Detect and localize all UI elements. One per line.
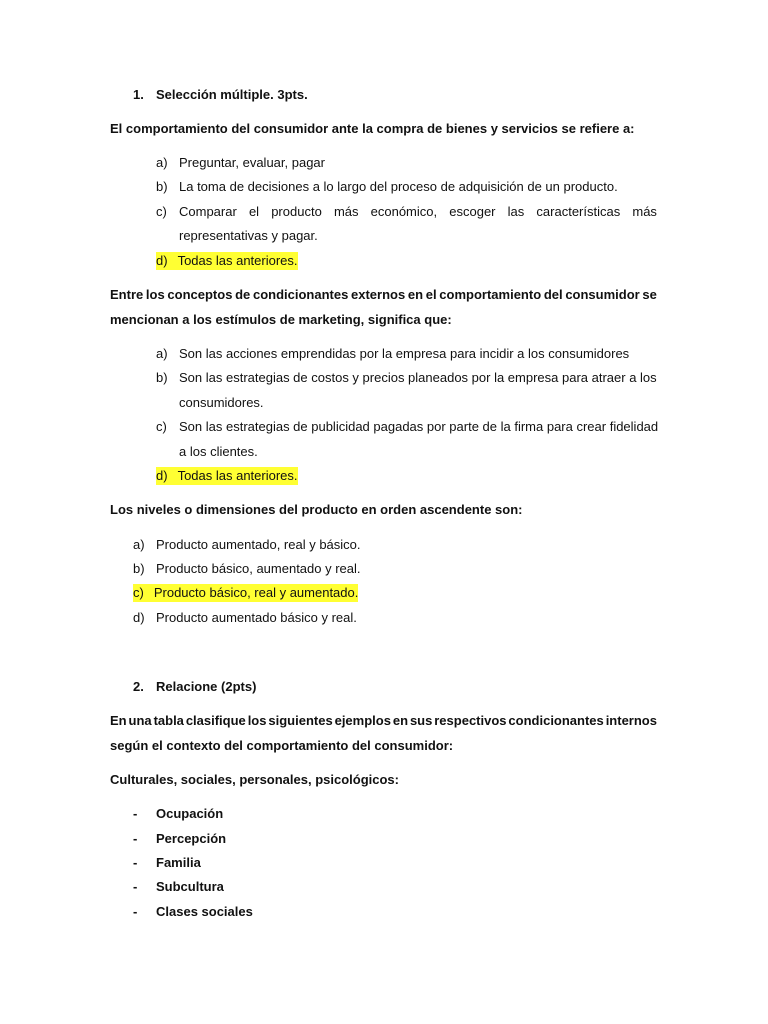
word: sus <box>409 713 433 728</box>
list-item: Percepción <box>156 831 227 846</box>
q2-c-line2: a los clientes. <box>179 444 258 459</box>
section2-title: Relacione (2pts) <box>156 679 257 694</box>
word: más <box>333 204 359 219</box>
q2-prompt-line2: mencionan a los estímulos de marketing, significa que: <box>110 312 452 327</box>
list-bullet: - <box>133 855 138 870</box>
q3-c-text: Producto básico, real y aumentado. <box>153 585 359 600</box>
word: una <box>128 713 152 728</box>
list-bullet: - <box>133 904 138 919</box>
list-item: Clases sociales <box>156 904 253 919</box>
q1-c-label: c) <box>156 204 167 219</box>
q2-a-label: a) <box>156 346 168 361</box>
q1-c-line1 <box>179 203 657 221</box>
word: los <box>145 287 165 302</box>
section2-categories: Culturales, sociales, personales, psicológicos: <box>110 772 399 787</box>
word: Comparar <box>179 204 237 219</box>
q1-d-text: Todas las anteriores. <box>177 253 298 268</box>
word: En <box>110 713 127 728</box>
word: en <box>392 713 409 728</box>
word: el <box>425 287 437 302</box>
word: consumidor <box>565 287 640 302</box>
word: comportamiento <box>439 287 542 302</box>
list-item: Ocupación <box>156 806 224 821</box>
q2-prompt-line1 <box>110 286 657 304</box>
q2-c-label: c) <box>156 419 167 434</box>
word: escoger <box>449 204 496 219</box>
q2-a-text: Son las acciones emprendidas por la empresa para incidir a los consumidores <box>179 346 630 361</box>
section1-title: Selección múltiple. 3pts. <box>156 87 308 102</box>
q2-c-text: Son las estrategias de publicidad pagadas por parte de la firma para crear fidelidad <box>179 419 659 434</box>
word: características <box>536 204 621 219</box>
q2-d-text: Todas las anteriores. <box>177 468 298 483</box>
word: las <box>507 204 525 219</box>
q3-b-text: Producto básico, aumentado y real. <box>156 561 361 576</box>
word: económico, <box>370 204 438 219</box>
q3-b-label: b) <box>133 561 145 576</box>
word: el <box>248 204 260 219</box>
word: en <box>407 287 424 302</box>
word: ejemplos <box>334 713 391 728</box>
section2-instruction-line2: según el contexto del comportamiento del consumidor: <box>110 738 454 753</box>
q1-prompt: El comportamiento del consumidor ante la compra de bienes y servicios se refiere a: <box>110 121 635 136</box>
list-item: Familia <box>156 855 201 870</box>
q1-a-text: Preguntar, evaluar, pagar <box>179 155 325 170</box>
word: conceptos <box>167 287 233 302</box>
word: producto <box>271 204 322 219</box>
word: condicionantes <box>508 713 604 728</box>
list-bullet: - <box>133 806 138 821</box>
word: del <box>543 287 563 302</box>
word: clasifique <box>185 713 246 728</box>
q3-a-label: a) <box>133 537 145 552</box>
word: condicionantes <box>252 287 349 302</box>
word: respectivos <box>434 713 507 728</box>
q3-a-text: Producto aumentado, real y básico. <box>156 537 361 552</box>
word: tabla <box>153 713 184 728</box>
q3-prompt: Los niveles o dimensiones del producto en orden ascendente son: <box>110 502 523 517</box>
q1-a-label: a) <box>156 155 168 170</box>
q2-b-label: b) <box>156 370 168 385</box>
q1-c-line2: representativas y pagar. <box>179 228 318 243</box>
q2-b-text: Son las estrategias de costos y precios planeados por la empresa para atraer a los <box>179 370 657 385</box>
word: los <box>247 713 267 728</box>
word: internos <box>605 713 657 728</box>
section2-number: 2. <box>133 679 144 694</box>
word: se <box>642 287 657 302</box>
word: Entre <box>110 287 144 302</box>
q1-b-label: b) <box>156 179 168 194</box>
section2-instruction-line1 <box>110 712 657 730</box>
q1-d-answer <box>156 252 298 270</box>
q3-c-label: c) <box>133 585 144 600</box>
q3-d-text: Producto aumentado básico y real. <box>156 610 357 625</box>
word: siguientes <box>268 713 333 728</box>
section1-number: 1. <box>133 87 144 102</box>
word: más <box>632 204 657 219</box>
q2-d-label: d) <box>156 468 168 483</box>
word: de <box>235 287 251 302</box>
q3-c-answer <box>133 584 358 602</box>
word: externos <box>351 287 406 302</box>
q1-b-text: La toma de decisiones a lo largo del proceso de adquisición de un producto. <box>179 179 618 194</box>
q1-d-label: d) <box>156 253 168 268</box>
list-bullet: - <box>133 831 138 846</box>
q2-b-line2: consumidores. <box>179 395 264 410</box>
q3-d-label: d) <box>133 610 145 625</box>
q2-d-answer <box>156 467 298 485</box>
list-bullet: - <box>133 879 138 894</box>
list-item: Subcultura <box>156 879 224 894</box>
